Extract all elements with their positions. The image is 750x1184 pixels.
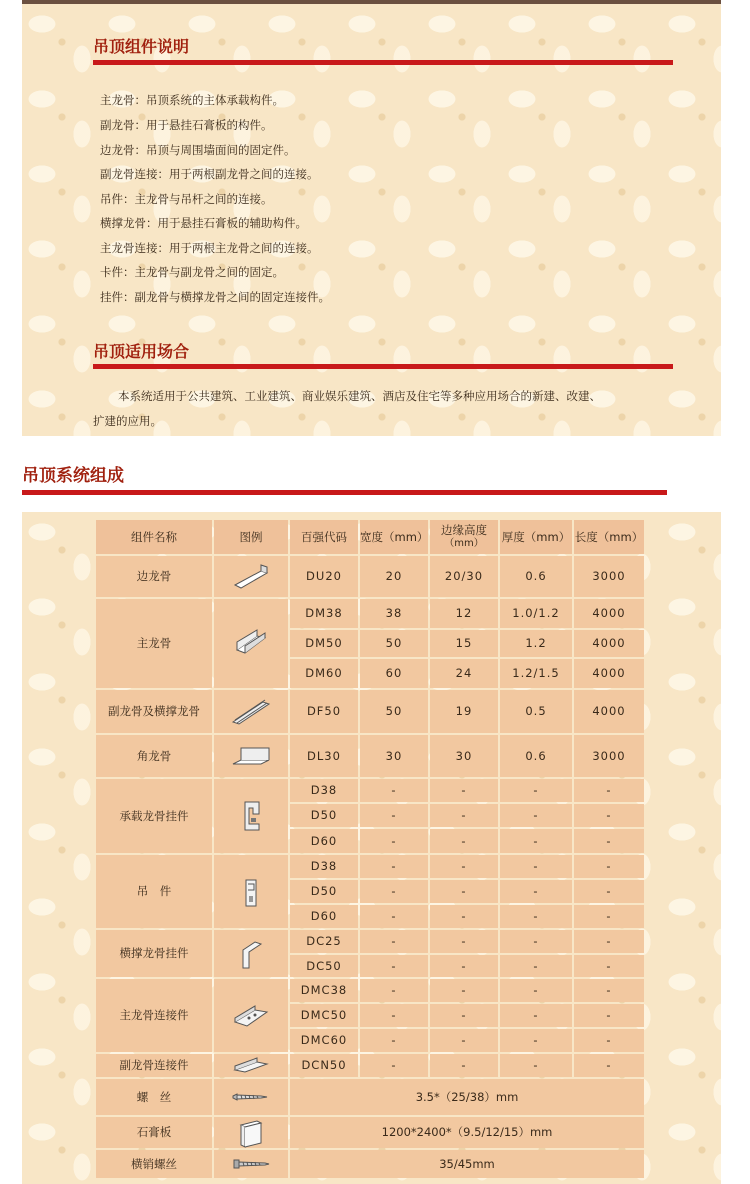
spec-cell xyxy=(574,1054,644,1077)
spec-cell xyxy=(360,556,428,597)
cell-text: 主龙骨连接件 xyxy=(119,1008,189,1022)
cell-text: - xyxy=(606,958,612,973)
cell-text: - xyxy=(391,909,397,923)
applications-text-line1: 本系统适用于公共建筑、工业建筑、商业娱乐建筑、酒店及住宅等多种应用场合的新建、改建、 xyxy=(118,389,601,403)
spec-cell xyxy=(360,1054,428,1077)
spec-cell xyxy=(500,930,572,953)
spec-cell xyxy=(430,556,498,597)
code-cell xyxy=(290,1004,358,1027)
spec-cell xyxy=(430,599,498,628)
cell-text: DF50 xyxy=(306,704,342,718)
code-cell xyxy=(290,905,358,928)
cell-text: D60 xyxy=(310,909,338,923)
cell-text: - xyxy=(391,808,397,822)
spec-cell xyxy=(430,630,498,657)
cell-text: 副龙骨连接件 xyxy=(119,1058,189,1072)
cell-text: DMC60 xyxy=(300,1033,348,1047)
legend-cell xyxy=(214,735,288,777)
component-desc: 主龙骨：吊顶系统的主体承载构件。 xyxy=(100,93,284,107)
cell-text: - xyxy=(391,1033,397,1047)
cell-text: - xyxy=(533,808,539,822)
table-header-cell xyxy=(214,520,288,554)
component-name-cell xyxy=(96,690,212,733)
code-cell xyxy=(290,659,358,688)
spec-cell xyxy=(574,630,644,657)
component-name-cell xyxy=(96,1054,212,1077)
component-name-cell xyxy=(96,735,212,777)
table-header-cell xyxy=(500,520,572,554)
section-title-applications: 吊顶适用场合 xyxy=(93,342,190,361)
cell-text: DM38 xyxy=(305,606,343,620)
cell-text: - xyxy=(606,909,612,923)
cell-text: - xyxy=(461,833,467,848)
component-desc: 主龙骨连接：用于两根主龙骨之间的连接。 xyxy=(100,241,319,255)
cell-text: D50 xyxy=(310,808,338,822)
cell-text: D60 xyxy=(310,833,338,848)
spec-cell xyxy=(500,1054,572,1077)
cell-text: DMC50 xyxy=(300,1008,348,1022)
spec-cell xyxy=(500,829,572,853)
cell-text: - xyxy=(533,1058,539,1072)
table-header-cell xyxy=(430,520,498,554)
code-cell xyxy=(290,855,358,878)
spec-span-cell xyxy=(290,1117,644,1148)
cell-text: （mm） xyxy=(444,538,484,549)
cell-text: - xyxy=(533,884,539,898)
cell-text: - xyxy=(533,1008,539,1022)
cell-text: 19 xyxy=(455,704,473,718)
spec-cell xyxy=(430,880,498,903)
spec-cell xyxy=(574,599,644,628)
cell-text: - xyxy=(533,783,539,797)
spec-cell xyxy=(574,1004,644,1027)
cell-text: 0.6 xyxy=(525,569,547,583)
code-cell xyxy=(290,779,358,802)
component-desc: 吊件：主龙骨与吊杆之间的连接。 xyxy=(100,192,273,206)
cell-text: - xyxy=(391,859,397,873)
bearing-hanger-icon xyxy=(231,800,271,832)
spec-cell xyxy=(430,955,498,977)
spec-cell xyxy=(500,735,572,777)
cell-text: 螺 丝 xyxy=(136,1089,172,1104)
cell-text: 3000 xyxy=(592,748,626,763)
cell-text: - xyxy=(391,1008,397,1022)
table-header-cell xyxy=(290,520,358,554)
component-name-cell xyxy=(96,930,212,977)
spec-cell xyxy=(574,735,644,777)
title-underline xyxy=(93,60,673,65)
main-keel-icon xyxy=(231,628,271,660)
cell-text: 横销螺丝 xyxy=(131,1156,177,1171)
legend-cell xyxy=(214,930,288,977)
spec-cell xyxy=(500,979,572,1002)
cell-text: D50 xyxy=(310,884,338,898)
cell-text: 0.5 xyxy=(525,704,547,718)
cell-text: D38 xyxy=(310,859,338,873)
cell-text: - xyxy=(606,983,612,997)
spec-cell xyxy=(500,905,572,928)
cell-text: - xyxy=(606,859,612,873)
spec-cell xyxy=(430,855,498,878)
cell-text: - xyxy=(606,884,612,898)
legend-cell xyxy=(214,1117,288,1148)
spec-cell xyxy=(430,1054,498,1077)
cell-text: 50 xyxy=(385,704,403,718)
cell-text: 副龙骨及横撑龙骨 xyxy=(108,704,200,718)
cell-text: 1.0/1.2 xyxy=(512,606,560,620)
cell-text: 30 xyxy=(455,748,473,763)
legend-cell xyxy=(214,690,288,733)
cell-text: 承载龙骨挂件 xyxy=(119,808,189,823)
applications-text-line2: 扩建的应用。 xyxy=(93,414,162,428)
spec-cell xyxy=(500,630,572,657)
component-name-cell xyxy=(96,1079,212,1115)
code-cell xyxy=(290,690,358,733)
cell-text: - xyxy=(533,909,539,923)
component-name-cell xyxy=(96,599,212,688)
cell-text: 石膏板 xyxy=(136,1125,172,1139)
cell-text: 38 xyxy=(385,606,403,620)
legend-cell xyxy=(214,599,288,688)
spec-cell xyxy=(574,855,644,878)
cell-text: - xyxy=(533,1033,539,1047)
spec-cell xyxy=(574,804,644,827)
code-cell xyxy=(290,804,358,827)
cell-text: - xyxy=(606,808,612,822)
cell-text: 主龙骨 xyxy=(136,636,172,650)
component-desc: 卡件：主龙骨与副龙骨之间的固定。 xyxy=(100,265,284,279)
sub-keel-icon xyxy=(231,696,271,728)
component-name-cell xyxy=(96,855,212,928)
cell-text: - xyxy=(391,833,397,848)
legend-cell xyxy=(214,779,288,853)
spec-cell xyxy=(360,880,428,903)
edge-keel-icon xyxy=(231,561,271,593)
cell-text: - xyxy=(533,983,539,997)
spec-cell xyxy=(430,930,498,953)
cell-text: - xyxy=(606,1058,612,1072)
spec-span-cell xyxy=(290,1079,644,1115)
bolt-icon xyxy=(231,1148,271,1180)
spec-cell xyxy=(574,880,644,903)
spec-cell xyxy=(360,659,428,688)
cell-text: 4000 xyxy=(592,704,626,718)
code-cell xyxy=(290,1054,358,1077)
spec-cell xyxy=(360,855,428,878)
spec-cell xyxy=(574,930,644,953)
cell-text: 12 xyxy=(455,606,473,620)
screw-icon xyxy=(231,1081,271,1113)
cell-text: DU20 xyxy=(306,569,342,583)
spec-cell xyxy=(360,930,428,953)
cell-text: 3.5*（25/38）mm xyxy=(415,1089,519,1104)
spec-cell xyxy=(574,829,644,853)
legend-cell xyxy=(214,1150,288,1178)
cell-text: - xyxy=(533,859,539,873)
cell-text: - xyxy=(391,783,397,797)
code-cell xyxy=(290,880,358,903)
spec-cell xyxy=(360,630,428,657)
code-cell xyxy=(290,979,358,1002)
component-desc: 边龙骨：吊顶与周围墙面间的固定件。 xyxy=(100,143,296,157)
cell-text: - xyxy=(461,783,467,797)
component-name-cell xyxy=(96,1150,212,1178)
spec-cell xyxy=(430,1029,498,1052)
spec-cell xyxy=(360,804,428,827)
cell-text: 吊 件 xyxy=(136,884,172,898)
spec-cell xyxy=(574,779,644,802)
sub-connector-icon xyxy=(231,1050,271,1082)
spec-cell xyxy=(500,804,572,827)
cell-text: - xyxy=(533,833,539,848)
cell-text: - xyxy=(461,909,467,923)
corner-keel-icon xyxy=(231,740,271,772)
cell-text: DMC38 xyxy=(300,983,348,997)
cell-text: - xyxy=(461,859,467,873)
cell-text: - xyxy=(391,934,397,948)
table-header-cell xyxy=(360,520,428,554)
spec-cell xyxy=(500,1029,572,1052)
spec-cell xyxy=(574,556,644,597)
spec-cell xyxy=(360,979,428,1002)
cell-text: 组件名称 xyxy=(131,529,177,544)
section-title-components: 吊顶组件说明 xyxy=(93,37,190,56)
code-cell xyxy=(290,599,358,628)
spec-cell xyxy=(500,1004,572,1027)
cell-text: 30 xyxy=(385,748,403,763)
component-name-cell xyxy=(96,979,212,1052)
cell-text: - xyxy=(606,833,612,848)
cell-text: 1200*2400*（9.5/12/15）mm xyxy=(381,1125,553,1139)
cell-text: 20/30 xyxy=(444,569,484,583)
spec-cell xyxy=(500,779,572,802)
cell-text: DM50 xyxy=(305,636,343,650)
cell-text: 百强代码 xyxy=(301,529,347,544)
spec-cell xyxy=(574,905,644,928)
component-desc: 副龙骨连接：用于两根副龙骨之间的连接。 xyxy=(100,167,319,181)
spec-cell xyxy=(500,659,572,688)
cell-text: 1.2 xyxy=(525,636,547,650)
cell-text: 0.6 xyxy=(525,748,547,763)
spec-cell xyxy=(430,804,498,827)
code-cell xyxy=(290,930,358,953)
spec-cell xyxy=(500,855,572,878)
cell-text: - xyxy=(533,958,539,973)
cell-text: D38 xyxy=(310,783,338,797)
spec-cell xyxy=(360,905,428,928)
code-cell xyxy=(290,1029,358,1052)
cell-text: 60 xyxy=(385,666,403,680)
spec-cell xyxy=(360,1029,428,1052)
cell-text: 3000 xyxy=(592,569,626,583)
spec-cell xyxy=(360,690,428,733)
spec-cell xyxy=(360,1004,428,1027)
cell-text: 4000 xyxy=(592,606,626,620)
cell-text: - xyxy=(391,884,397,898)
spec-cell xyxy=(430,979,498,1002)
cell-text: - xyxy=(461,1033,467,1047)
component-name-cell xyxy=(96,1117,212,1148)
spec-cell xyxy=(360,599,428,628)
spec-cell xyxy=(574,979,644,1002)
spec-cell xyxy=(574,659,644,688)
cell-text: - xyxy=(606,1033,612,1047)
cell-text: - xyxy=(461,884,467,898)
cell-text: - xyxy=(461,983,467,997)
cell-text: DCN50 xyxy=(301,1058,347,1072)
legend-cell xyxy=(214,1054,288,1077)
spec-cell xyxy=(500,556,572,597)
cell-text: 4000 xyxy=(592,666,626,680)
code-cell xyxy=(290,735,358,777)
cell-text: 1.2/1.5 xyxy=(512,666,560,680)
component-name-cell xyxy=(96,779,212,853)
main-connector-icon xyxy=(231,1000,271,1032)
legend-cell xyxy=(214,979,288,1052)
cell-text: - xyxy=(461,1058,467,1072)
component-desc: 横撑龙骨：用于悬挂石膏板的辅助构件。 xyxy=(100,216,307,230)
cell-text: 20 xyxy=(385,569,403,583)
spec-cell xyxy=(430,659,498,688)
legend-cell xyxy=(214,855,288,928)
cell-text: - xyxy=(461,808,467,822)
cell-text: - xyxy=(461,934,467,948)
cell-text: 15 xyxy=(455,636,473,650)
cell-text: 长度（mm） xyxy=(574,529,644,544)
code-cell xyxy=(290,630,358,657)
cell-text: - xyxy=(606,1008,612,1022)
cell-text: 图例 xyxy=(239,529,263,544)
cell-text: 厚度（mm） xyxy=(501,529,571,544)
component-desc: 挂件：副龙骨与横撑龙骨之间的固定连接件。 xyxy=(100,290,330,304)
spec-cell xyxy=(360,779,428,802)
cell-text: 边龙骨 xyxy=(136,569,172,583)
code-cell xyxy=(290,829,358,853)
spec-cell xyxy=(430,735,498,777)
table-header-cell xyxy=(96,520,212,554)
cell-text: 横撑龙骨挂件 xyxy=(119,946,189,960)
cell-text: 角龙骨 xyxy=(136,748,172,763)
spec-span-cell xyxy=(290,1150,644,1178)
spec-cell xyxy=(574,690,644,733)
spec-cell xyxy=(430,829,498,853)
spec-cell xyxy=(360,735,428,777)
component-desc: 副龙骨：用于悬挂石膏板的构件。 xyxy=(100,118,273,132)
spec-cell xyxy=(574,955,644,977)
cell-text: - xyxy=(533,934,539,948)
spec-cell xyxy=(430,1004,498,1027)
code-cell xyxy=(290,955,358,977)
cell-text: - xyxy=(461,958,467,973)
cell-text: - xyxy=(606,934,612,948)
cell-text: - xyxy=(461,1008,467,1022)
title-underline xyxy=(93,364,673,369)
spec-cell xyxy=(500,955,572,977)
suspension-clip-icon xyxy=(231,876,271,908)
spec-cell xyxy=(360,829,428,853)
cell-text: DC25 xyxy=(306,934,342,948)
spec-cell xyxy=(500,880,572,903)
cell-text: 35/45mm xyxy=(439,1156,495,1171)
section-title-system: 吊顶系统组成 xyxy=(22,466,124,486)
cell-text: 宽度（mm） xyxy=(360,529,429,544)
table-header-cell xyxy=(574,520,644,554)
cell-text: - xyxy=(391,958,397,973)
cell-text: 50 xyxy=(385,636,403,650)
cell-text: 边缘高度 xyxy=(441,523,487,537)
spec-cell xyxy=(430,779,498,802)
cell-text: DM60 xyxy=(305,666,343,680)
spec-cell xyxy=(360,955,428,977)
cell-text: 24 xyxy=(455,666,473,680)
cross-hanger-icon xyxy=(231,938,271,970)
code-cell xyxy=(290,556,358,597)
component-name-cell xyxy=(96,556,212,597)
cell-text: DL30 xyxy=(307,748,341,763)
spec-cell xyxy=(430,905,498,928)
spec-cell xyxy=(430,690,498,733)
spec-cell xyxy=(500,690,572,733)
legend-cell xyxy=(214,1079,288,1115)
spec-cell xyxy=(574,1029,644,1052)
title-underline xyxy=(22,490,667,495)
cell-text: 4000 xyxy=(592,636,626,650)
gypsum-board-icon xyxy=(231,1117,271,1149)
cell-text: DC50 xyxy=(306,958,342,973)
legend-cell xyxy=(214,556,288,597)
spec-cell xyxy=(500,599,572,628)
cell-text: - xyxy=(391,983,397,997)
cell-text: - xyxy=(391,1058,397,1072)
cell-text: - xyxy=(606,783,612,797)
